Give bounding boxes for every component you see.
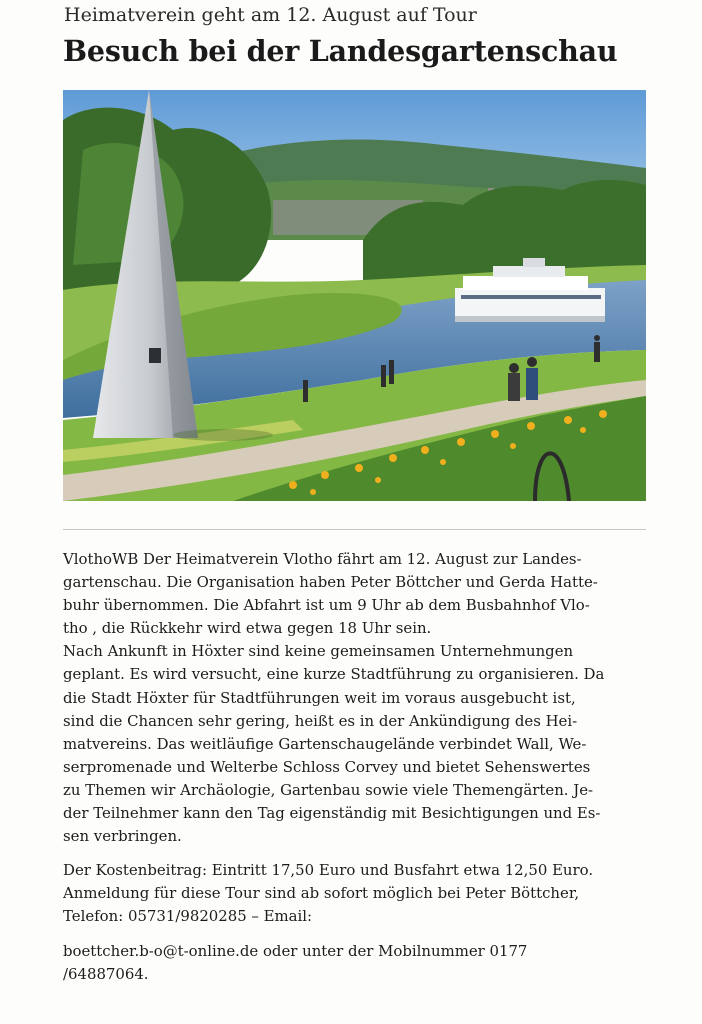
text-line: der Teilnehmer kann den Tag eigenständig mit Besichtigungen und Es- <box>63 804 601 823</box>
text-line: Nach Ankunft in Höxter sind keine gemeinsamen Unternehmungen <box>63 642 574 661</box>
text-line: VlothoWB Der Heimatverein Vlotho fährt am 12. August zur Landes- <box>63 550 582 568</box>
article-body <box>63 548 647 986</box>
section-divider <box>63 529 646 530</box>
text-line: gartenschau. Die Organisation haben Peter Böttcher und Gerda Hatte- <box>63 573 598 592</box>
text-line: zu Themen wir Archäologie, Gartenbau sowie viele Themengärten. Je- <box>63 780 594 799</box>
contact-email-line: boettcher.b-o@t-online.de oder unter der Mobilnummer 0177 <box>63 941 528 960</box>
text-line: buhr übernommen. Die Abfahrt ist um 9 Uhr ab dem Busbahnhof Vlo- <box>63 596 590 615</box>
body-paragraph-2 <box>63 859 647 928</box>
text-line: Der Kostenbeitrag: Eintritt 17,50 Euro und Busfahrt etwa 12,50 Euro. <box>63 861 594 880</box>
text-line: Telefon: 05731/9820285 – Email: <box>63 907 313 926</box>
text-line: sen verbringen. <box>63 827 182 846</box>
body-paragraph-3 <box>63 940 647 986</box>
text-line: matvereins. Das weitläufige Gartenschaugelände verbindet Wall, We- <box>63 734 587 753</box>
text-line: sind die Chancen sehr gering, heißt es in der Ankündigung des Hei- <box>63 711 578 730</box>
body-paragraph-1 <box>63 548 647 848</box>
text-line: /64887064. <box>63 964 149 983</box>
article-photo <box>63 90 646 501</box>
text-line: tho , die Rückkehr wird etwa gegen 18 Uhr sein. <box>63 619 432 638</box>
text-line: die Stadt Höxter für Stadtführungen weit im voraus ausgebucht ist, <box>63 688 576 707</box>
article-headline: Besuch bei der Landesgartenschau <box>63 34 618 68</box>
text-line: serpromenade und Welterbe Schloss Corvey und bietet Sehenswertes <box>63 757 591 776</box>
article-kicker: Heimatverein geht am 12. August auf Tour <box>64 4 477 26</box>
text-line: Anmeldung für diese Tour sind ab sofort möglich bei Peter Böttcher, <box>63 884 580 903</box>
text-line: geplant. Es wird versucht, eine kurze Stadtführung zu organisieren. Da <box>63 665 605 684</box>
